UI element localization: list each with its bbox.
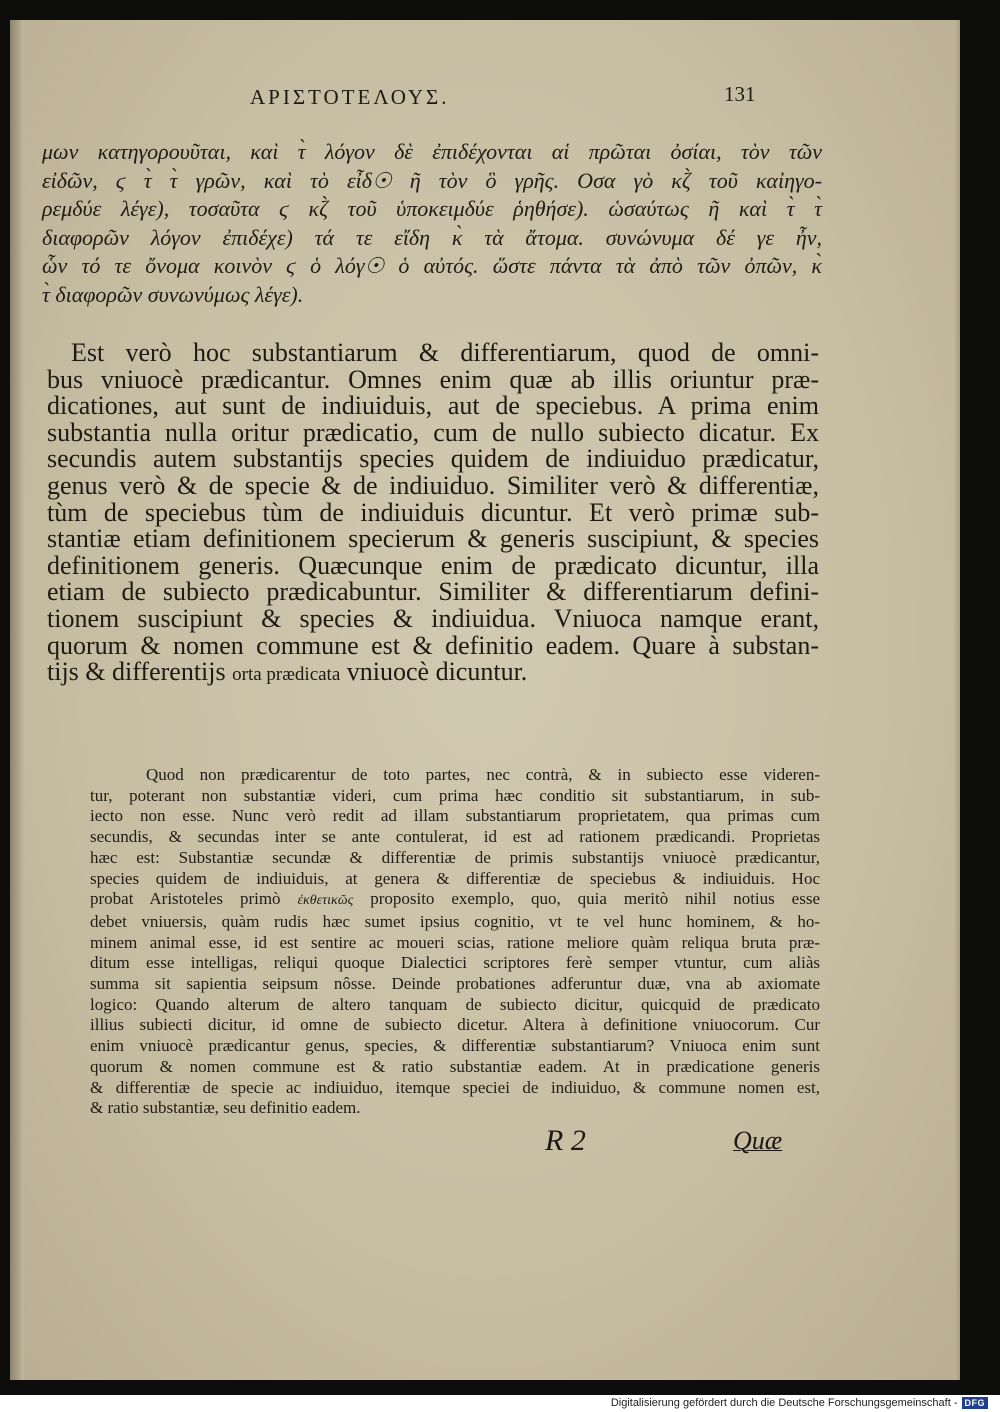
commentary-greek-word: ἐκθετικῶς <box>297 893 354 909</box>
catchword: Quæ <box>733 1126 783 1155</box>
latin-line: bus vniuocè prædicantur. Omnes enim quæ ab illis oriuntur præ- <box>47 364 819 394</box>
running-head: ΑΡΙΣΤΟΤΕΛΟΥΣ. <box>250 85 450 109</box>
commentary-line: & differentiæ de specie ac indiuiduo, itemque speciei de indiuiduo, & commune nomen est, <box>90 1077 820 1097</box>
signature-mark: R 2 <box>545 1124 586 1157</box>
commentary-line: enim vniuocè prædicantur genus, species, & differentiæ substantiarum? Vniuoca enim sunt <box>90 1036 820 1056</box>
page-number: 131 <box>724 82 756 106</box>
commentary-line: minem animal esse, id est sentire ac moueri scias, ratione meliore quàm reliqua bruta præ- <box>90 932 820 952</box>
greek-line: ρεμδύε λέγε), τοσαῦτα ϛ κζ̀ τοῦ ὑποκειμδύε ῥηθήσε). ὡσαύτως ῆ καὶ τ̀ τ̀ <box>42 196 822 221</box>
commentary-line: & ratio substantiæ, seu definitio eadem. <box>90 1098 361 1118</box>
latin-line: genus verò & de specie & de indiuiduo. Similiter verò & differentiæ, <box>47 470 819 500</box>
commentary-line: species quidem de indiuiduis, at genera & differentiæ de speciebus & indiuiduis. Hoc <box>90 868 820 888</box>
page-spine-shadow <box>10 20 24 1380</box>
commentary-line: debet vniuersis, quàm rudis hæc sumet ipsius cognitio, vt te vel hunc hominem, & ho- <box>90 911 820 931</box>
latin-line: definitionem generis. Quæcunque enim de prædicato dicuntur, illa <box>47 550 819 580</box>
greek-line: τ̀ διαφορῶν συνωνύμως λέγε). <box>42 281 304 307</box>
commentary-line: Quod non prædicarentur de toto partes, nec contrà, & in subiecto esse videren- <box>146 765 820 784</box>
commentary-line: secundis, & secundas inter se ante contulerat, id est ad rationem prædicandi. Proprietas <box>90 827 820 847</box>
commentary-after: proposito exemplo, quo, quia meritò nihil notius esse <box>370 889 820 909</box>
greek-line: διαφορῶν λόγον ἐπιδέχε) τά τε εἴδη κ̀ τὰ ἄτομα. συνώνυμα δέ γε ἦν, <box>42 224 822 250</box>
page-edge <box>954 20 960 1380</box>
commentary-before: probat Aristoteles primò <box>90 889 281 909</box>
greek-text-block <box>42 138 822 309</box>
commentary-line: logico: Quando alterum de altero tanquam de subiecto dicitur, quicquid de prædicato <box>90 994 820 1014</box>
latin-line: Est verò hoc substantiarum & differentiarum, quod de omni- <box>71 338 819 367</box>
latin-last-line <box>47 659 819 689</box>
latin-line: etiam de subiecto prædicabuntur. Similiter & differentiarum defini- <box>47 577 819 607</box>
greek-line: ὧν τό τε ὄνομα κοινὸν ϛ ὁ λόγ☉ ὁ αὐτός. ὥστε πάντα τὰ ἀπὸ τῶν ὀπῶν, κ̀ <box>42 253 822 278</box>
latin-last-small: orta prædicata <box>232 664 341 686</box>
latin-line: substantia nulla oritur prædicatio, cum de nullo subiecto dicatur. Ex <box>47 417 819 447</box>
commentary-line: iecto non esse. Nunc verò redit ad illam substantiarum proprietatem, qua primas cum <box>90 806 820 826</box>
commentary-line: ditum esse intelligas, reliqui quoque Dialectici scriptores ferè semper vtuntur, cum aliàs <box>90 953 820 973</box>
commentary-line: tur, poterant non substantiæ videri, cum prima hæc conditio sit substantiarum, in sub- <box>90 785 820 805</box>
latin-line: stantiæ etiam definitionem specierum & generis suscipiunt, & species <box>47 524 819 554</box>
latin-line: tionem suscipiunt & species & indiuidua. Vniuoca namque erant, <box>47 603 819 633</box>
latin-line: dicationes, aut sunt de indiuiduis, aut de speciebus. A prima enim <box>47 391 819 421</box>
commentary-line: hæc est: Substantiæ secundæ & differentiæ de primis substantijs vniuocè prædicantur, <box>90 847 820 867</box>
greek-line: μων κατηγορουῦται, καὶ τ̀ λόγον δὲ ἐπιδέχονται αἱ πρῶται ὀσίαι, τὸν τῶν <box>42 139 822 164</box>
commentary-line-greek <box>90 889 820 912</box>
footer-text: Digitalisierung gefördert durch die Deutsche Forschungsgemeinschaft - <box>610 1397 958 1409</box>
latin-line: secundis autem substantijs species quidem de indiuiduo prædicatur, <box>47 444 819 474</box>
greek-line: εἰδῶν, ϛ τ̀ τ̀ γρῶν, καὶ τὸ εἶδ☉ ῆ τὸν ὃ γρῆς. Οσα γὸ κζ̀ τοῦ καἰηγο- <box>42 167 822 193</box>
commentary-block <box>90 765 820 1119</box>
latin-line: quorum & nomen commune est & definitio eadem. Quare à substan- <box>47 630 819 660</box>
commentary-line: summa sit sapientia seipsum nôsse. Deinde probationes adferuntur duæ, vna ab axiomate <box>90 974 820 994</box>
latin-translation-block <box>47 340 819 689</box>
latin-line: tùm de speciebus tùm de indiuiduis dicuntur. Et verò primæ sub- <box>47 497 819 527</box>
digitization-footer <box>611 1394 988 1412</box>
commentary-line: illius subiecti dicitur, id omne de subiecto dicetur. Altera à definitione vniuocorum. Cur <box>90 1015 820 1035</box>
commentary-line: quorum & nomen commune est & ratio substantiæ eadem. At in prædicatione generis <box>90 1056 820 1076</box>
latin-last-start: tijs & differentijs <box>47 657 226 687</box>
latin-last-end: vniuocè dicuntur. <box>346 657 528 687</box>
dfg-logo: DFG <box>962 1397 989 1409</box>
